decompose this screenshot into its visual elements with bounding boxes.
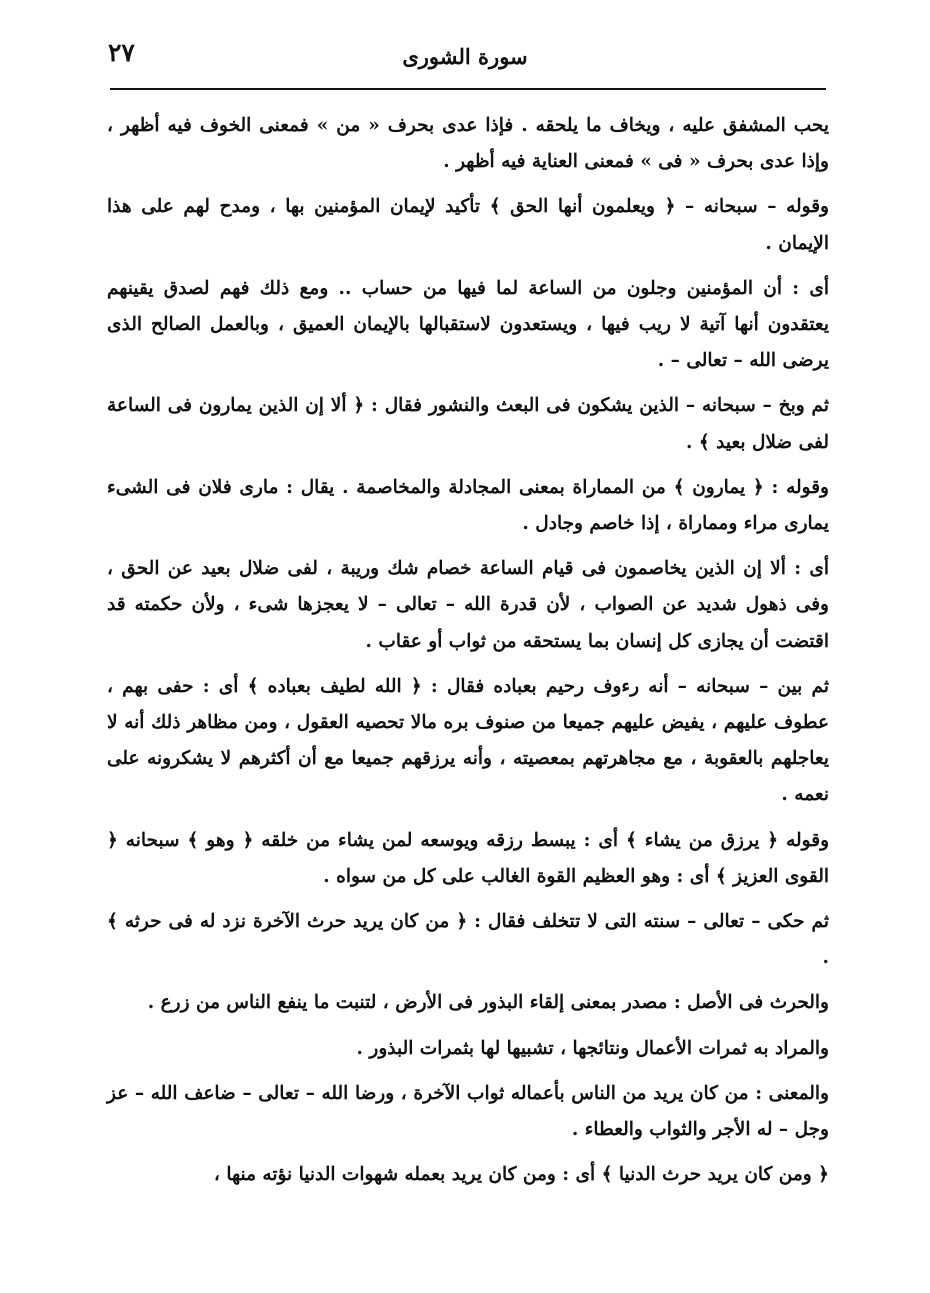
paragraph: وقوله ﴿ يرزق من يشاء ﴾ أى : يبسط رزقه ويوسعه لمن يشاء من خلقه ﴿ وهو ﴾ سبحانه ﴿ القوى العزيز ﴾ أى : وهو العظيم القوة الغالب على كل من سواه . — [107, 829, 829, 887]
paragraph: ﴿ ومن كان يريد حرث الدنيا ﴾ أى : ومن كان يريد بعمله شهوات الدنيا نؤته منها ، — [213, 1164, 829, 1186]
surah-title: سورة الشورى — [402, 44, 528, 69]
paragraph: والمعنى : من كان يريد من الناس بأعماله ثواب الآخرة ، ورضا الله – تعالى – ضاعف الله – عز وجل – له الأجر والثواب والعطاء . — [107, 1082, 829, 1141]
paragraph: وقوله – سبحانه – ﴿ ويعلمون أنها الحق ﴾ تأكيد لإيمان المؤمنين بها ، ومدح لهم على هذا الإيمان . — [107, 196, 829, 254]
header-rule — [110, 88, 826, 90]
paragraph: والحرث فى الأصل : مصدر بمعنى إلقاء البذور فى الأرض ، لتنبت ما ينفع الناس من زرع . — [147, 992, 829, 1014]
paragraph: وقوله : ﴿ يمارون ﴾ من المماراة بمعنى المجادلة والمخاصمة . يقال : مارى فلان فى الشىء يمارى مراء ومماراة ، إذا خاصم وجادل . — [107, 476, 829, 535]
paragraph: أى : ألا إن الذين يخاصمون فى قيام الساعة خصام شك وريبة ، لفى ضلال بعيد عن الحق ، وفى ذهول شديد عن الصواب ، لأن قدرة الله – تعالى – لا يعجزها شىء ، ولأن حكمته قد اقتضت أن يجازى كل إنسان بما يستحقه من ثواب أو عقاب . — [107, 558, 829, 652]
page-number: ٢٧ — [108, 38, 135, 67]
body-text — [107, 108, 829, 1202]
paragraph: ثم وبخ – سبحانه – الذين يشكون فى البعث والنشور فقال : ﴿ ألا إن الذين يمارون فى الساعة لفى ضلال بعيد ﴾ . — [107, 395, 829, 453]
paragraph: والمراد به ثمرات الأعمال ونتائجها ، تشبيها لها بثمرات البذور . — [356, 1037, 829, 1059]
paragraph: يحب المشفق عليه ، ويخاف ما يلحقه . فإذا عدى بحرف « من » فمعنى الخوف فيه أظهر ، وإذا عدى بحرف « فى » فمعنى العناية فيه أظهر . — [107, 115, 829, 173]
paragraph: ثم حكى – تعالى – سنته التى لا تتخلف فقال : ﴿ من كان يريد حرث الآخرة نزد له فى حرثه ﴾ . — [107, 911, 829, 969]
paragraph: ثم بين – سبحانه – أنه رءوف رحيم بعباده فقال : ﴿ الله لطيف بعباده ﴾ أى : حفى بهم ، عطوف عليهم ، يفيض عليهم جميعا من صنوف بره مالا تحصيه العقول ، ومن مظاهر ذلك أنه لا يعاجلهم بالعقوبة ، مع مجاهرتهم بمعصيته ، وأنه يرزقهم جميعا مع أن أكثرهم لا يشكرونه على نعمه . — [107, 675, 829, 806]
paragraph: أى : أن المؤمنين وجلون من الساعة لما فيها من حساب .. ومع ذلك فهم لصدق يقينهم يعتقدون أنها آتية لا ريب فيها ، ويستعدون لاستقبالها بالإيمان العميق ، وبالعمل الصالح الذى يرضى الله – تعالى – . — [107, 277, 829, 372]
